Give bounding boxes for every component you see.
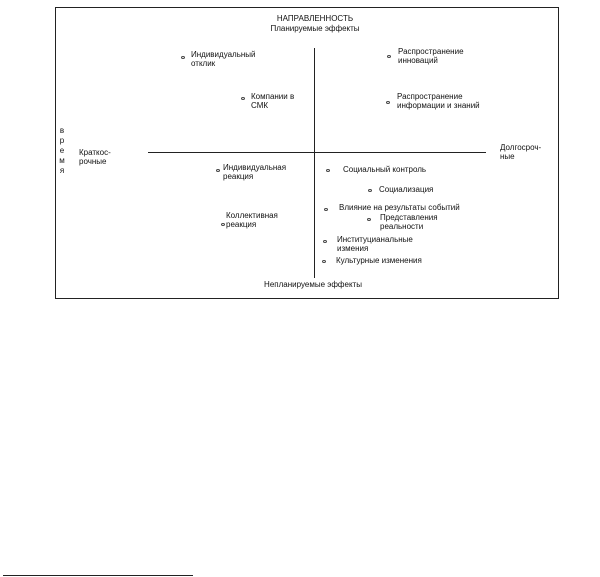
item-reality-representation: Представления реальности [380,213,438,231]
item-collective-reaction: Коллективная реакция [226,211,278,229]
item-cultural-change: Культурные изменения [336,256,422,265]
item-socialization: Социализация [379,185,434,194]
item-innovation-diffusion: Распространение инноваций [398,47,464,65]
diagram-frame [55,7,559,299]
top-subtitle: Планируемые эффекты [270,24,360,33]
item-individual-reaction: Индивидуальная реакция [223,163,287,181]
bullet-dot [368,189,372,192]
item-media-campaigns: Компании в СМК [251,92,295,110]
bullet-dot [216,169,220,172]
bullet-dot [221,223,225,226]
bullet-dot [326,169,330,172]
bullet-dot [386,101,390,104]
item-individual-response: Индивидуальный отклик [191,50,256,68]
bullet-dot [181,56,185,59]
item-info-diffusion: Распространение информации и знаний [397,92,480,110]
bullet-dot [241,97,245,100]
item-event-influence: Влияние на результаты событий [339,203,460,212]
vertical-time-label: в р е м я [59,126,65,175]
item-social-control: Социальный контроль [343,165,427,174]
footnote-divider [3,575,193,576]
left-label: Краткос- рочные [79,148,111,166]
right-label: Долгосроч- ные [500,143,542,161]
bullet-dot [367,218,371,221]
bullet-dot [322,260,326,263]
top-title: НАПРАВЛЕННОСТЬ [276,14,354,23]
item-institutional-change: Институцианальные измения [337,235,413,253]
bullet-dot [324,208,328,211]
time-axis [148,152,486,153]
bullet-dot [387,55,391,58]
bottom-label: Непланируемые эффекты [264,280,362,289]
direction-axis [314,48,315,278]
bullet-dot [323,240,327,243]
